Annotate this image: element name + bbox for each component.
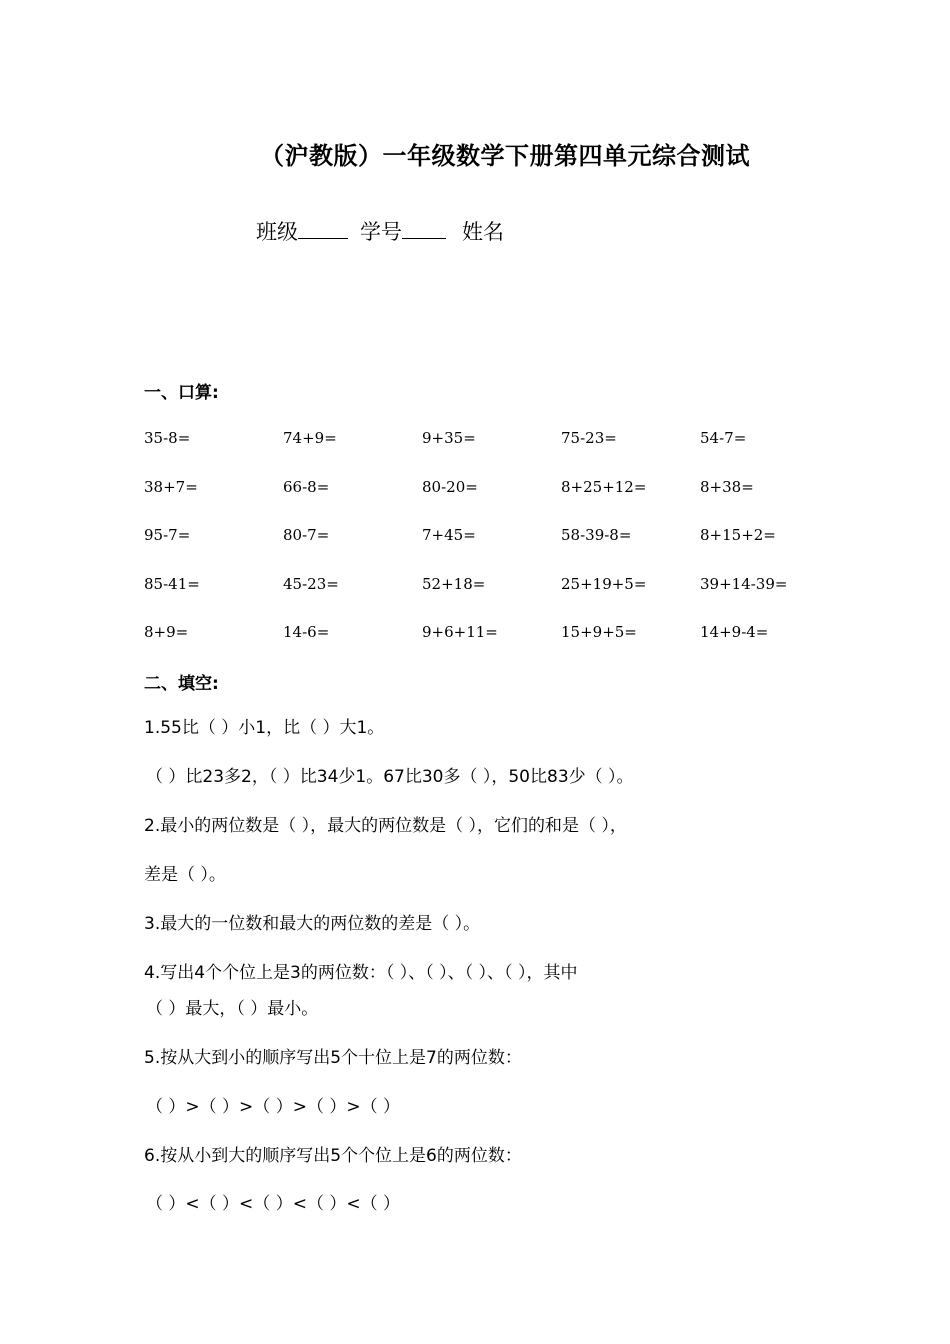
calc-item: 25+19+5=	[561, 574, 647, 593]
calc-item: 7+45=	[422, 526, 476, 544]
section-heading-fill-blank: 二、填空:	[144, 674, 219, 694]
question-3: 3.最大的一位数和最大的两位数的差是（ ）。	[144, 914, 481, 934]
calc-item: 8+9=	[144, 623, 189, 641]
calc-item: 66-8=	[283, 477, 330, 496]
calc-item: 74+9=	[283, 429, 337, 447]
calc-item: 75-23=	[561, 429, 617, 447]
calc-item: 39+14-39=	[700, 574, 788, 593]
page-title: （沪教版）一年级数学下册第四单元综合测试	[260, 142, 750, 170]
calc-item: 95-7=	[144, 526, 191, 544]
calc-item: 80-20=	[422, 477, 478, 496]
calc-row	[144, 477, 839, 526]
question-6-line-2: （ ）<（ ）<（ ）<（ ）<（ ）	[146, 1194, 400, 1214]
calc-item: 8+15+2=	[700, 526, 776, 544]
calc-row	[144, 428, 839, 477]
question-4-line-2: （ ）最大，（ ）最小。	[146, 999, 319, 1019]
calc-item: 58-39-8=	[561, 526, 632, 544]
calc-item: 8+38=	[700, 477, 754, 496]
question-5-line-2: （ ）>（ ）>（ ）>（ ）>（ ）	[146, 1097, 400, 1117]
question-1-line-2: （ ）比23多2，（ ）比34少1。67比30多（ ），50比83少（ ）。	[146, 767, 634, 787]
calc-item: 52+18=	[422, 574, 486, 593]
name-label: 姓名	[462, 220, 504, 244]
calc-row	[144, 622, 839, 671]
calc-item: 14-6=	[283, 623, 330, 641]
calc-item: 8+25+12=	[561, 477, 647, 496]
calc-item: 54-7=	[700, 429, 747, 447]
calc-item: 45-23=	[283, 574, 339, 593]
calc-item: 38+7=	[144, 477, 198, 496]
section-heading-mental-math: 一、口算:	[144, 383, 219, 403]
calc-item: 85-41=	[144, 574, 200, 593]
calc-row	[144, 574, 839, 623]
calc-item: 15+9+5=	[561, 623, 637, 641]
calc-item: 80-7=	[283, 526, 330, 544]
question-4-line-1: 4.写出4个个位上是3的两位数：（ ）、（ ）、（ ）、（ ），其中	[144, 963, 578, 983]
class-blank[interactable]	[298, 220, 348, 239]
question-5-line-1: 5.按从大到小的顺序写出5个十位上是7的两位数：	[144, 1048, 522, 1068]
calc-row	[144, 525, 839, 574]
class-label: 班级	[256, 220, 298, 244]
student-number-label: 学号	[360, 220, 402, 244]
calc-item: 35-8=	[144, 429, 191, 447]
calc-item: 9+35=	[422, 429, 476, 447]
question-2-line-1: 2.最小的两位数是（ ），最大的两位数是（ ），它们的和是（ ），	[144, 816, 627, 836]
student-number-blank[interactable]	[402, 220, 446, 239]
calc-item: 14+9-4=	[700, 623, 769, 641]
question-6-line-1: 6.按从小到大的顺序写出5个个位上是6的两位数：	[144, 1146, 522, 1166]
question-1-line-1: 1.55比（ ）小1，比（ ）大1。	[144, 718, 385, 738]
question-2-line-2: 差是（ ）。	[144, 865, 226, 885]
mental-math-grid	[144, 428, 839, 671]
calc-item: 9+6+11=	[422, 623, 498, 641]
student-info-line	[256, 216, 504, 246]
